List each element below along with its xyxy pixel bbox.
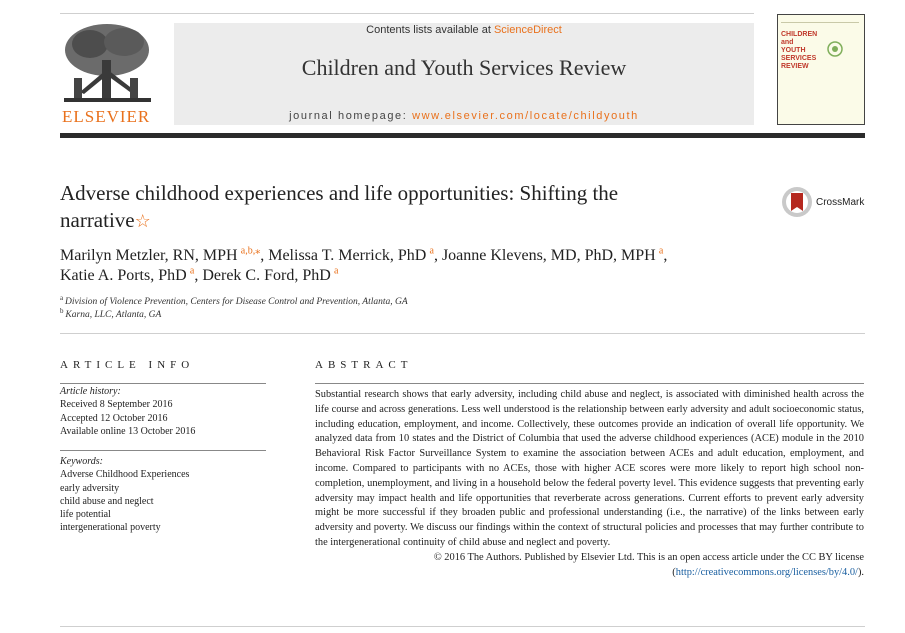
keywords-label: Keywords: xyxy=(60,456,103,467)
author-name[interactable]: Melissa T. Merrick, PhD xyxy=(268,247,427,264)
contents-prefix: Contents lists available at xyxy=(366,24,491,36)
abstract-heading: ABSTRACT xyxy=(315,359,413,371)
author-name[interactable]: Katie A. Ports, PhD xyxy=(60,267,187,284)
cover-title-line: YOUTH xyxy=(781,47,806,54)
cover-title-line: SERVICES xyxy=(781,55,817,62)
author-affil-marker[interactable]: a xyxy=(429,245,434,257)
top-rule xyxy=(60,13,754,14)
affiliation xyxy=(60,306,162,320)
article-info-heading: ARTICLE INFO xyxy=(60,359,195,371)
keyword-item: early adversity xyxy=(60,482,120,494)
abstract-text: Substantial research shows that early adversity, including child abuse and neglect, is associated with diminished health across the life course and across generations. Less well understood is the relationship between early adversity and adult socioeconomic status, including education, employment, and income. Collectively, these outcomes provide an indication of overall life opportunity. We analyzed data from 10 states and the District of Columbia that used the adverse childhood experiences (ACE) module in the 2010 Behavioral Risk Factor Surveillance System to examine the association between ACEs and adult education, employment, and income. Compared to participants with no ACEs, those with higher ACE scores were more likely to report high school non-completion, unemployment, and living in a household below the federal poverty level. This evidence suggests that preventing early adversity may impact health and life opportunities that reverberate across generations. Current efforts to prevent early adversity might be more successful if they broaden public and professional understanding (i.e., the narrative) of the links between early adversity and poverty. We discuss our findings within the context of structural policies and processes that may further contribute to the intergenerational continuity of child abuse and neglect and poverty. xyxy=(315,389,864,548)
author-name[interactable]: Joanne Klevens, MD, PhD, MPH xyxy=(441,247,656,264)
homepage-prefix: journal homepage: xyxy=(289,110,408,122)
author-affil-marker[interactable]: a xyxy=(658,245,664,257)
info-rule xyxy=(60,383,266,384)
cover-emblem-icon xyxy=(826,40,844,58)
journal-title: Children and Youth Services Review xyxy=(301,55,627,80)
author-separator: , xyxy=(433,247,438,264)
author-separator: , xyxy=(663,247,668,264)
title-footnote-star-icon[interactable]: ☆ xyxy=(134,211,151,231)
affiliation-mark: a xyxy=(60,293,64,302)
affiliation-text: Division of Violence Prevention, Centers for Disease Control and Prevention, Atlanta, GA xyxy=(65,297,408,307)
history-label: Article history: xyxy=(60,386,121,397)
keywords-rule xyxy=(60,450,266,451)
author-affil-marker[interactable]: a xyxy=(189,265,195,277)
bottom-rule xyxy=(60,626,865,627)
author-name[interactable]: Derek C. Ford, PhD xyxy=(202,267,331,284)
license-open: ( xyxy=(672,566,676,578)
received-date: Received 8 September 2016 xyxy=(60,399,173,411)
author-separator: , xyxy=(194,267,199,284)
crossmark-icon[interactable] xyxy=(781,186,813,218)
article-history xyxy=(60,385,266,438)
affiliation-rule xyxy=(60,333,865,334)
affiliation-text: Karna, LLC, Atlanta, GA xyxy=(65,310,162,320)
accepted-date: Accepted 12 October 2016 xyxy=(60,412,168,424)
keywords-block xyxy=(60,455,266,535)
copyright-line xyxy=(315,551,864,581)
keyword-item: child abuse and neglect xyxy=(60,495,154,507)
crossmark-label[interactable]: CrossMark xyxy=(816,197,865,208)
cover-masthead-line xyxy=(781,18,859,23)
article-title-text: Adverse childhood experiences and life opportunities: Shifting the narrative xyxy=(60,181,619,232)
license-close: ). xyxy=(857,566,864,578)
cover-title-line: and xyxy=(781,39,794,46)
affiliation-mark: b xyxy=(60,306,64,315)
abstract-body xyxy=(315,388,864,580)
header-rule xyxy=(60,133,865,138)
article-title xyxy=(60,180,680,235)
contents-line xyxy=(174,24,754,36)
author-name[interactable]: Marilyn Metzler, RN, MPH xyxy=(60,247,238,264)
author-affil-marker[interactable]: a,b,⁎ xyxy=(240,245,261,257)
homepage-url-link[interactable]: www.elsevier.com/locate/childyouth xyxy=(412,110,639,122)
publisher-name: ELSEVIER xyxy=(62,107,151,126)
keyword-item: life potential xyxy=(60,509,111,521)
copyright-text: © 2016 The Authors. Published by Elsevier Ltd. This is an open access article under the CC BY license xyxy=(433,551,864,563)
online-date: Available online 13 October 2016 xyxy=(60,425,196,437)
cover-title-line: REVIEW xyxy=(781,63,809,70)
license-link[interactable]: http://creativecommons.org/licenses/by/4.0/ xyxy=(675,566,858,578)
affiliation xyxy=(60,293,408,307)
cover-title xyxy=(781,31,817,71)
author-list xyxy=(60,246,740,286)
author-affil-marker[interactable]: a xyxy=(333,265,339,277)
cover-title-line: CHILDREN xyxy=(781,31,818,38)
keyword-item: Adverse Childhood Experiences xyxy=(60,469,190,481)
abstract-rule xyxy=(315,383,864,384)
author-separator: , xyxy=(260,247,265,264)
keyword-item: intergenerational poverty xyxy=(60,522,161,534)
sciencedirect-link[interactable]: ScienceDirect xyxy=(493,24,562,36)
journal-homepage xyxy=(174,110,754,122)
